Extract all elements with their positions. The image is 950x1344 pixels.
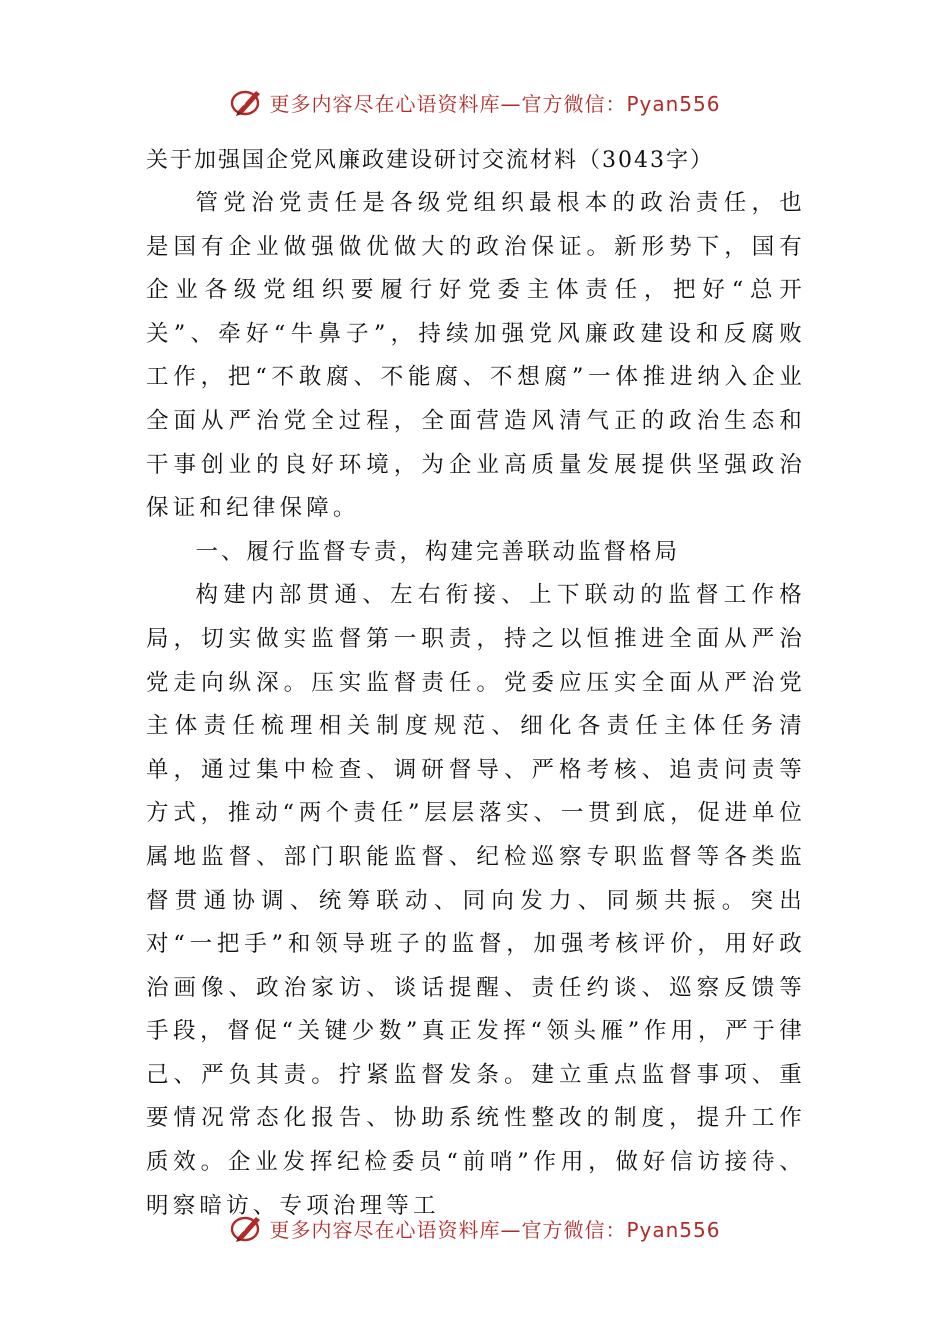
- banner-text: 更多内容尽在心语资料库—官方微信：Pyan556: [269, 1217, 721, 1242]
- intro-paragraph: 管党治党责任是各级党组织最根本的政治责任，也是国有企业做强做优做大的政治保证。新形势下，国有企业各级党组织要履行好党委主体责任，把好“总开关”、牵好“牛鼻子”，持续加强党风廉政建设和反腐败工作，把“不敢腐、不能腐、不想腐”一体推进纳入企业全面从严治党全过程，全面营造风清气正的政治生态和干事创业的良好环境，为企业高质量发展提供坚强政治保证和纪律保障。: [146, 190, 806, 522]
- header-banner: [0, 82, 950, 122]
- document-body: [146, 140, 806, 1228]
- section-heading: 一、履行监督专责，构建完善联动监督格局: [195, 538, 681, 565]
- section-paragraph: 构建内部贯通、左右衔接、上下联动的监督工作格局，切实做实监督第一职责，持之以恒推进全面从严治党走向纵深。压实监督责任。党委应压实全面从严治党主体责任梳理相关制度规范、细化各责任主体任务清单，通过集中检查、调研督导、严格考核、追责问责等方式，推动“两个责任”层层落实、一贯到底，促进单位属地监督、部门职能监督、纪检巡察专职监督等各类监督贯通协调、统筹联动、同向发力、同频共振。突出对“一把手”和领导班子的监督，加强考核评价，用好政治画像、政治家访、谈话提醒、责任约谈、巡察反馈等手段，督促“关键少数”真正发挥“领头雁”作用，严于律己、严负其责。拧紧监督发条。建立重点监督事项、重要情况常态化报告、协助系统性整改的制度，提升工作质效。企业发挥纪检委员“前哨”作用，做好信访接待、明察暗访、专项治理等工: [146, 582, 806, 1219]
- pen-logo-icon: [229, 84, 265, 120]
- banner-text: 更多内容尽在心语资料库—官方微信：Pyan556: [269, 91, 721, 116]
- pen-logo-icon: [229, 1210, 265, 1246]
- document-title: 关于加强国企党风廉政建设研讨交流材料（3043字）: [146, 148, 714, 173]
- footer-banner: [0, 1208, 950, 1248]
